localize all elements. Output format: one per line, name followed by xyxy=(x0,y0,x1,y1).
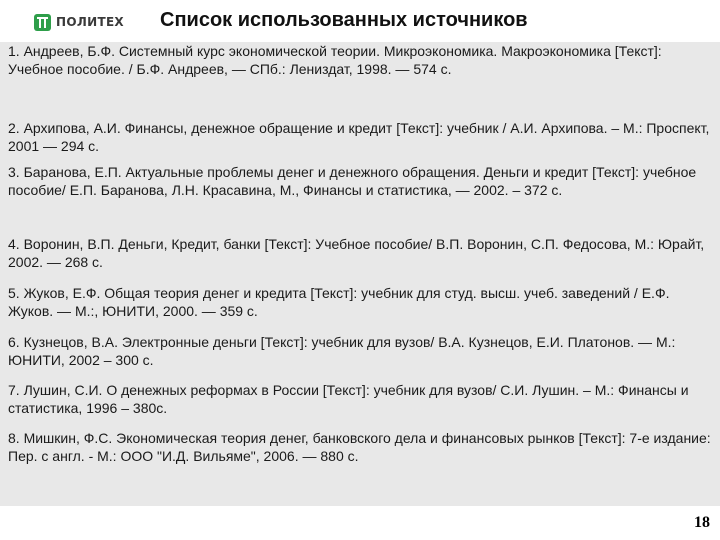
reference-item: 7. Лушин, С.И. О денежных реформах в России [Текст]: учебник для вузов/ С.И. Лушин. – М.: Финансы и статистика, 1996 – 380с. xyxy=(8,382,689,416)
reference-item: 2. Архипова, А.И. Финансы, денежное обращение и кредит [Текст]: учебник / А.И. Архипова. – М.: Проспект, 2001 — 294 с. xyxy=(8,120,710,154)
reference-item: 4. Воронин, В.П. Деньги, Кредит, банки [Текст]: Учебное пособие/ В.П. Воронин, С.П. Федосова, М.: Юрайт, 2002. — 268 с. xyxy=(8,236,705,270)
reference-item: 1. Андреев, Б.Ф. Системный курс экономической теории. Микроэкономика. Макроэкономика [Текст]: Учебное пособие. / Б.Ф. Андреев, — СПб.: Лениздат, 1998. — 574 с. xyxy=(8,43,662,77)
reference-item: 6. Кузнецов, В.А. Электронные деньги [Текст]: учебник для вузов/ В.А. Кузнецов, Е.И. Платонов. — М.: ЮНИТИ, 2002 – 300 с. xyxy=(8,334,676,368)
logo-text: ПОЛИТЕХ xyxy=(56,15,124,29)
reference-item: 8. Мишкин, Ф.С. Экономическая теория денег, банковского дела и финансовых рынков [Текст]: 7-е издание: Пер. с англ. - М.: ООО "И.Д. Вильяме", 2006. — 880 с. xyxy=(8,430,711,464)
page-title: Список использованных источников xyxy=(160,9,528,31)
slide-footer xyxy=(0,506,720,540)
politech-logo xyxy=(34,12,124,32)
slide-header xyxy=(0,0,720,42)
references-panel xyxy=(0,42,720,506)
reference-item: 5. Жуков, Е.Ф. Общая теория денег и кредита [Текст]: учебник для студ. высш. учеб. заведений / Е.Ф. Жуков. — М.:, ЮНИТИ, 2000. — 359 с. xyxy=(8,285,670,319)
page-number: 18 xyxy=(694,514,710,531)
politech-logo-icon xyxy=(34,14,51,31)
reference-item: 3. Баранова, Е.П. Актуальные проблемы денег и денежного обращения. Деньги и кредит [Текст]: учебное пособие/ Е.П. Баранова, Л.Н. Красавина, М., Финансы и статистика, — 2002. – 372 с. xyxy=(8,164,697,198)
